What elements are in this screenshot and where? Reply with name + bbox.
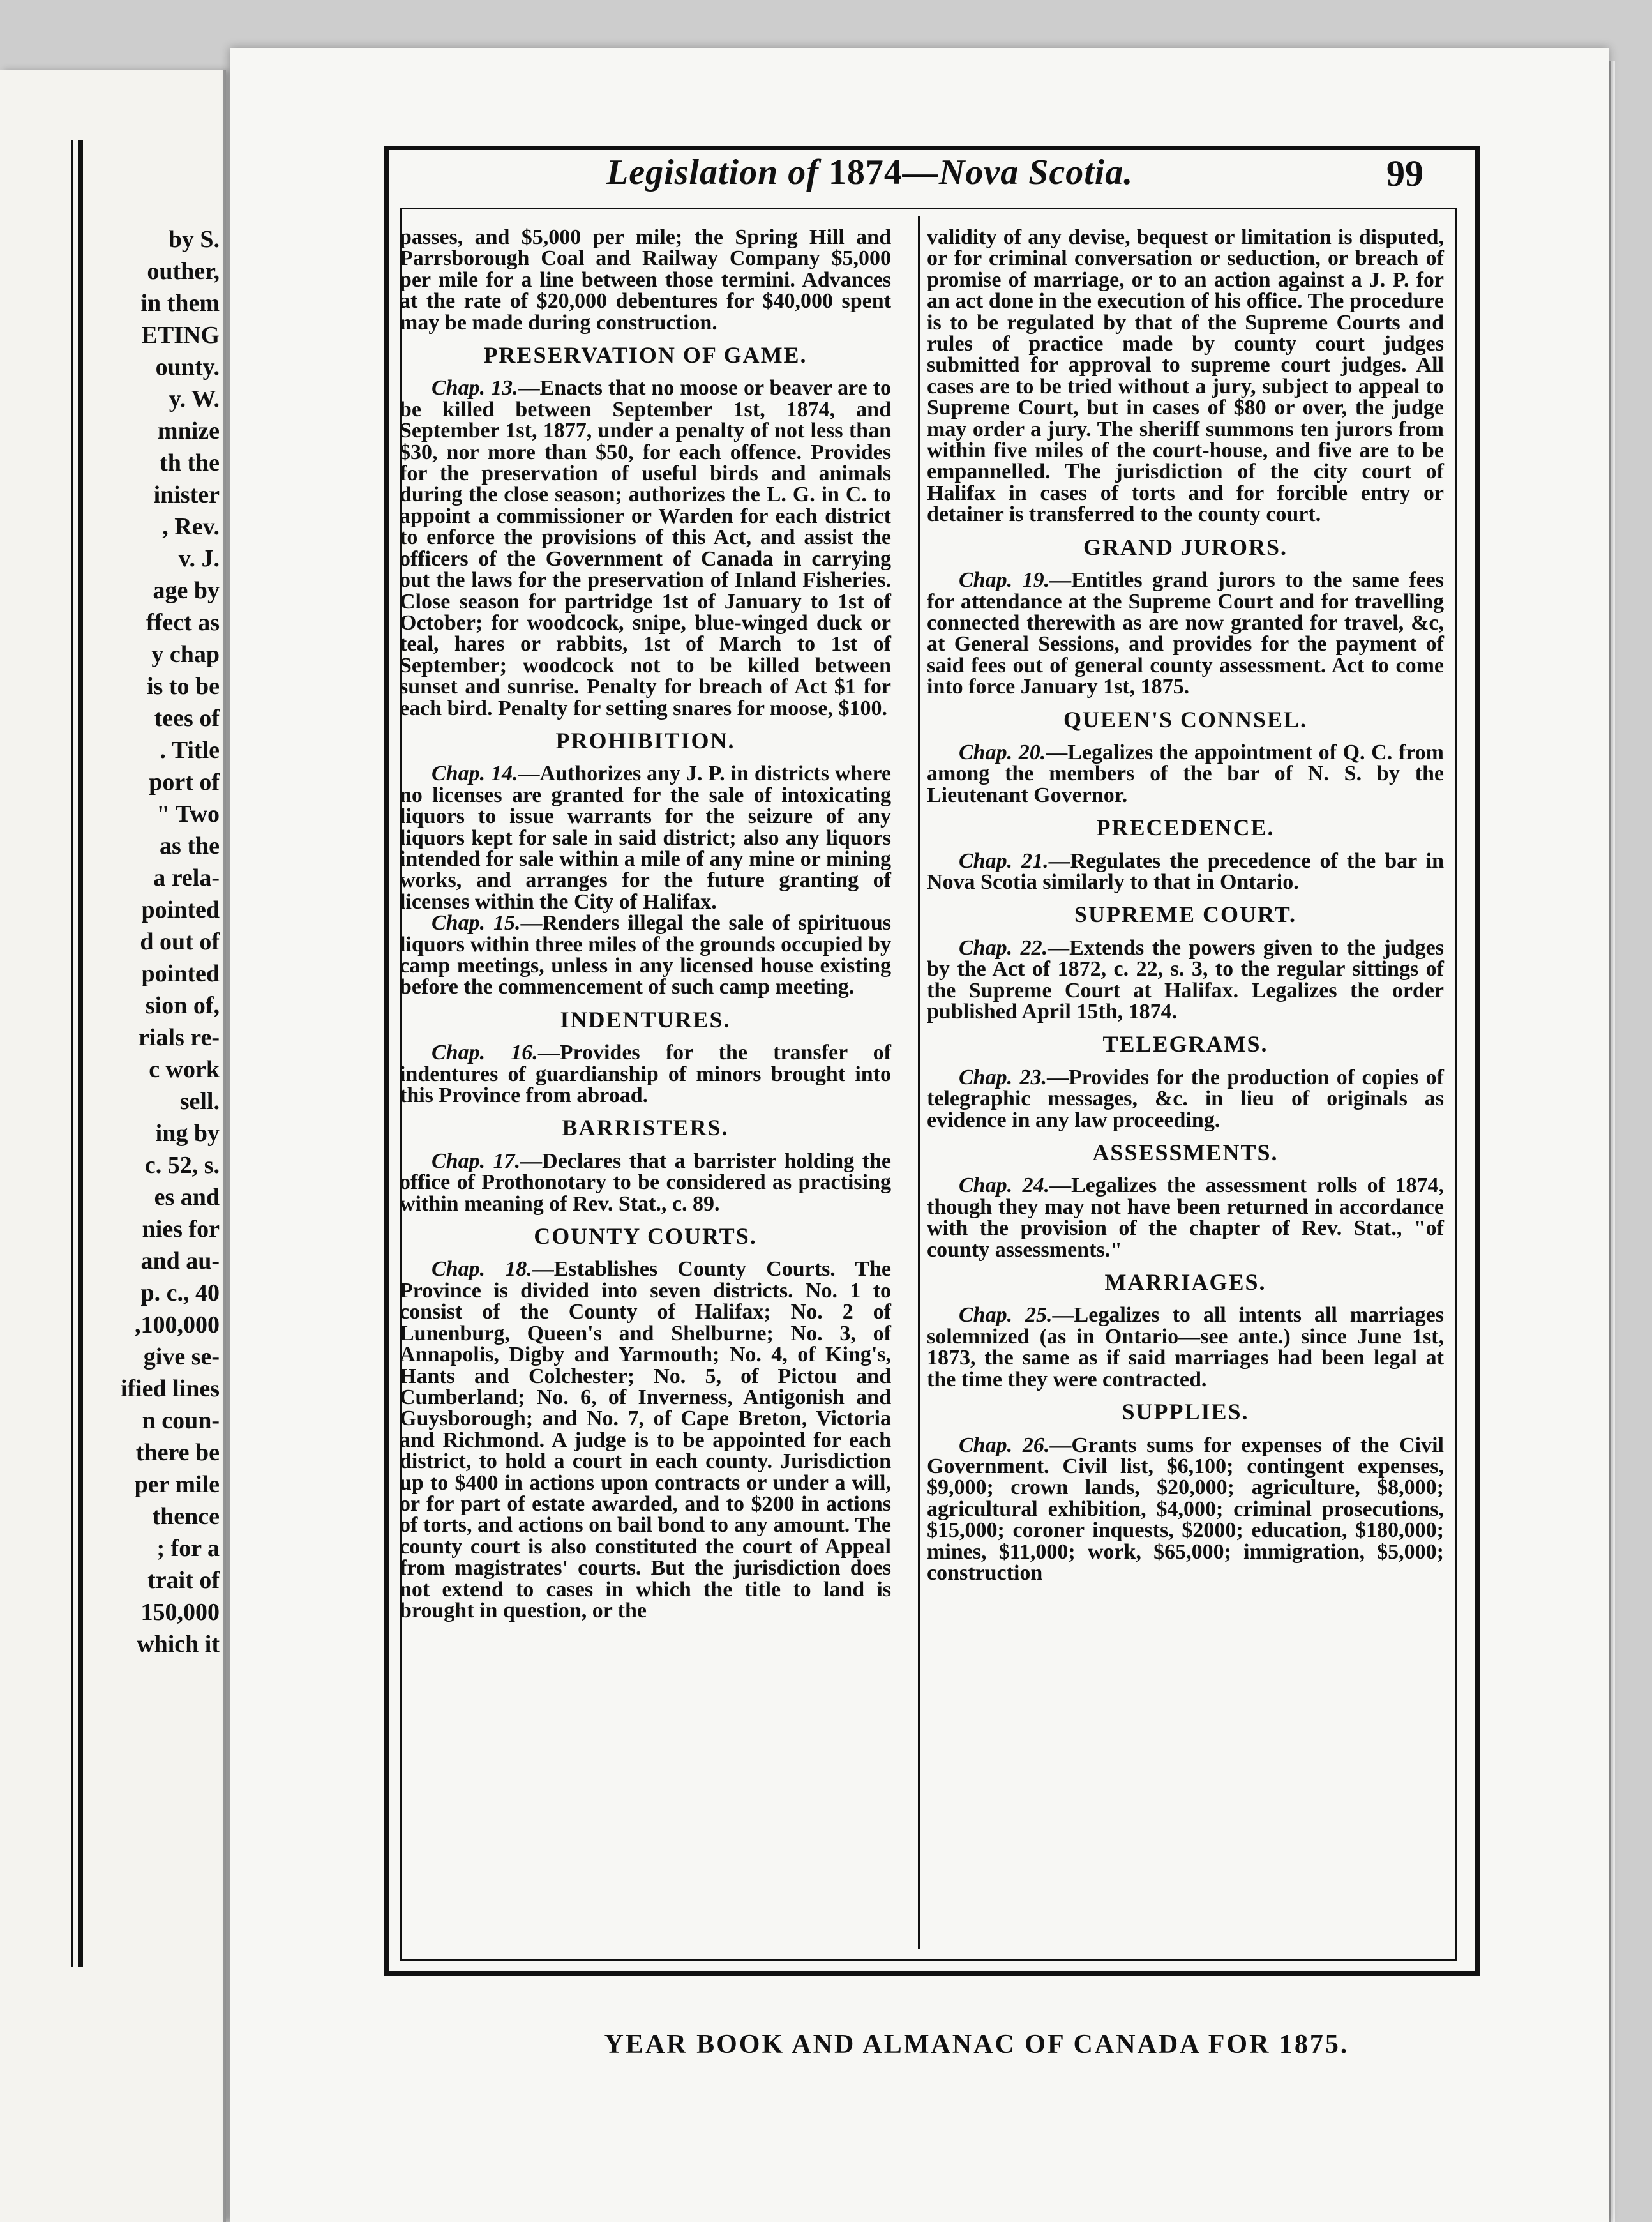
page-title [606,152,1133,193]
chapter-number: Chap. 14. [432,762,518,786]
previous-page-line: ffect as [146,609,220,636]
previous-page-line: sell. [179,1088,220,1115]
previous-page-line: d out of [140,928,220,955]
previous-page-line: ETING [141,322,220,349]
previous-page-line: , Rev. [162,513,220,540]
chapter-paragraph [927,937,1444,1023]
section-heading: SUPPLIES. [1122,1399,1249,1425]
chapter-paragraph [927,1067,1444,1131]
previous-page-line: give se- [143,1343,220,1370]
paragraph-text: —Extends the powers given to the judges by the Act of 1872, c. 22, s. 3, to the regular sittings of the Supreme Court at Halifax. Legalizes the order published April 15th, 1874. [927,935,1444,1024]
title-part-2: —Nova Scotia. [902,153,1134,192]
page-footer: YEAR BOOK AND ALMANAC OF CANADA FOR 1875. [604,2030,1349,2059]
previous-page-line: is to be [147,673,220,700]
chapter-number: Chap. 21. [959,849,1049,873]
previous-page-line: y chap [151,641,220,668]
section-heading: PRESERVATION OF GAME. [483,342,807,368]
paragraph-text: validity of any devise, bequest or limitation is disputed, or for criminal conversation or seduction, or breach of promise of marriage, or to an action against a J. P. for an act done in the execution of his office. The procedure is to be regulated by that of the Supreme Courts and rules of practice made by county court judges submitted for approval to supreme court judges. All cases are to be tried without a jury, subject to appeal to Supreme Court, but in cases of $80 or over, the judge may order a jury. The sheriff summons ten jurors from within five miles of the court-house, and five are to be empannelled. The jurisdiction of the city court of Halifax in cases of torts and for forcible entry or detainer is transferred to the county court. [927,225,1444,527]
previous-page-border-inner [71,140,73,1967]
previous-page-line: es and [154,1184,220,1211]
previous-page-line: ified lines [120,1375,220,1402]
section-heading: TELEGRAMS. [1102,1031,1268,1057]
previous-page-line: trait of [147,1567,220,1594]
section-heading: GRAND JURORS. [1083,534,1288,560]
previous-page-line: per mile [134,1471,220,1498]
title-part-1: Legislation of [606,153,819,192]
section-heading: MARRIAGES. [1104,1269,1266,1296]
previous-page-line: . Title [160,737,220,764]
previous-page-line: sion of, [145,992,220,1019]
previous-page-line: pointed [141,896,220,923]
chapter-paragraph [400,763,891,912]
section-heading: QUEEN'S CONNSEL. [1063,706,1308,732]
paragraph-text: —Regulates the precedence of the bar in Nova Scotia similarly to that in Ontario. [927,849,1444,894]
paragraph-text: —Renders illegal the sale of spirituous liquors within three miles of the grounds occupied by camp meetings, unless in any licensed house existing before the commencement of such camp meeting. [400,911,891,999]
left-text-column [400,227,891,1621]
chapter-number: Chap. 15. [432,911,521,935]
previous-page-fragment [0,70,226,2222]
chapter-paragraph [927,1304,1444,1390]
chapter-number: Chap. 13. [432,376,518,400]
chapter-number: Chap. 25. [959,1303,1053,1327]
previous-page-line: age by [153,577,220,604]
section-heading: ASSESSMENTS. [1092,1140,1279,1166]
chapter-number: Chap. 23. [959,1065,1048,1089]
paragraph-text: —Entitles grand jurors to the same fees for attendance at the Supreme Court and for travelling connected therewith as are now granted for travel, &c, at General Sessions, and provides for the payment of said fees out of general county assessment. Act to come into force January 1st, 1875. [927,568,1444,699]
section-heading: PRECEDENCE. [1096,815,1275,841]
chapter-paragraph [927,1435,1444,1584]
title-year: 1874 [828,153,903,192]
previous-page-line: ; for a [156,1535,220,1562]
paragraph-text: —Authorizes any J. P. in districts where no licenses are granted for the sale of intoxicating liquors to issue warrants for the seizure of any liquors kept for sale in said district; also any liquors intended for sale within a mile of any mine or mining works, and arranges for the future granting of licenses within the City of Halifax. [400,762,891,914]
previous-page-line: c. 52, s. [144,1152,220,1179]
previous-page-line: tees of [154,705,220,732]
previous-page-line: c work [149,1056,220,1083]
chapter-paragraph [400,1042,891,1106]
chapter-paragraph [400,1151,891,1214]
column-divider [918,216,920,1949]
previous-page-line: pointed [141,960,220,987]
paragraph-text: —Enacts that no moose or beaver are to be killed between September 1st, 1874, and September 1st, 1877, under a penalty of not less than $30, nor more than $50, for each offence. Provides for the preservation of useful birds and animals during the close season; authorizes the L. G. in C. to appoint a commissioner or Warden for each district to enforce the provisions of this Act, and assist the officers of the Government of Canada in carrying out the laws for the preservation of Inland Fisheries. Close season for partridge 1st of January to 1st of October; for woodcock, snipe, blue-winged duck or teal, hares or rabbits, 1st of March to 1st of September; woodcock not to be killed between sunset and sunrise. Penalty for breach of Act $1 for each bird. Penalty for setting snares for moose, $100. [400,376,891,720]
previous-page-line: in them [140,290,220,317]
paragraph-text: —Legalizes to all intents all marriages solemnized (as in Ontario—see ante.) since June 1st, 1873, the same as if said marriages had been legal at the time they were contracted. [927,1303,1444,1391]
chapter-paragraph [927,227,1444,525]
previous-page-line: rials re- [139,1024,220,1051]
chapter-number: Chap. 26. [959,1433,1050,1457]
previous-page-line: there be [135,1439,220,1466]
chapter-paragraph [927,742,1444,806]
chapter-paragraph [400,912,891,998]
chapter-paragraph [927,570,1444,697]
previous-page-line: 150,000 [140,1599,220,1626]
previous-page-line: y. W. [169,386,220,412]
previous-page-line: ounty. [155,354,220,381]
previous-page-text [89,223,223,1660]
previous-page-line: " Two [156,801,220,828]
chapter-number: Chap. 24. [959,1174,1050,1198]
chapter-paragraph [927,850,1444,893]
chapter-number: Chap. 18. [432,1257,532,1281]
chapter-paragraph [400,1258,891,1621]
paragraph-text: passes, and $5,000 per mile; the Spring Hill and Parrsborough Coal and Railway Company $5,000 per mile for a line between those termini. Advances at the rate of $20,000 debentures for $40,000 spent may be made during construction. [400,225,891,335]
section-heading: INDENTURES. [560,1006,731,1032]
previous-page-line: th the [160,450,220,476]
section-heading: BARRISTERS. [562,1115,729,1141]
previous-page-line: nies for [142,1216,220,1243]
previous-page-border [78,140,83,1967]
paragraph-text: —Establishes County Courts. The Province is divided into seven districts. No. 1 to consist of the County of Halifax; No. 2 of Lunenburg, Queen's and Shelburne; No. 3, of Annapolis, Digby and Yarmouth; No. 4, of King's, Hants and Colchester; No. 5, of Pictou and Cumberland; No. 6, of Inverness, Antigonish and Guysborough; and No. 7, of Cape Breton, Victoria and Richmond. A judge is to be appointed for each district, to hold a court in each county. Jurisdiction up to $400 in actions upon contracts or under a will, or for part of estate awarded, and to $200 in actions of torts, and actions on bail bond to any amount. The county court is also constituted the court of Appeal from magistrates' courts. But the jurisdiction does not extend to cases in which the title to land is brought in question, or the [400,1257,891,1622]
paragraph-text: —Legalizes the assessment rolls of 1874, though they may not have been returned in accordance with the provision of the chapter of Rev. Stat., "of county assessments." [927,1174,1444,1262]
chapter-paragraph [927,1175,1444,1260]
chapter-number: Chap. 22. [959,935,1048,960]
paragraph-text: —Grants sums for expenses of the Civil Government. Civil list, $6,100; contingent expenses, $9,000; crown lands, $20,000; agriculture, $8,000; agricultural exhibition, $4,000; criminal prosecutions, $15,000; coroner inquests, $2000; education, $180,000; mines, $11,000; work, $65,000; immigration, $5,000; construction [927,1433,1444,1585]
section-heading: PROHIBITION. [555,727,735,753]
previous-page-line: thence [152,1503,220,1530]
previous-page-line: mnize [157,418,220,444]
section-heading: SUPREME COURT. [1074,902,1297,928]
paragraph-text: —Provides for the transfer of indentures of guardianship of minors brought into this Province from abroad. [400,1041,892,1108]
paragraph-text: —Declares that a barrister holding the office of Prothonotary to be considered as practising within meaning of Rev. Stat., c. 89. [400,1149,891,1216]
page-number: 99 [1386,153,1423,194]
previous-page-line: by S. [168,226,220,253]
running-header [409,152,1443,203]
previous-page-line: ,100,000 [135,1311,220,1338]
previous-page-line: and au- [140,1248,220,1274]
previous-page-line: outher, [147,258,220,285]
previous-page-line: p. c., 40 [140,1280,220,1306]
previous-page-line: n coun- [142,1407,220,1434]
section-heading: COUNTY COURTS. [534,1223,757,1250]
previous-page-line: a rela- [153,865,220,891]
chapter-number: Chap. 19. [959,568,1050,593]
chapter-paragraph [400,227,891,333]
chapter-number: Chap. 17. [432,1149,521,1173]
previous-page-line: port of [149,769,220,796]
previous-page-line: which it [137,1631,220,1658]
paragraph-text: —Legalizes the appointment of Q. C. from among the members of the bar of N. S. by the Lieutenant Governor. [927,740,1444,807]
previous-page-line: inister [153,481,220,508]
previous-page-line: v. J. [178,545,220,572]
paragraph-text: —Provides for the production of copies of telegraphic messages, &c. in lieu of originals as evidence in any law proceeding. [927,1065,1444,1132]
chapter-number: Chap. 20. [959,740,1046,764]
previous-page-line: ing by [155,1120,220,1147]
right-text-column [927,227,1444,1583]
previous-page-line: as the [160,833,220,859]
chapter-paragraph [400,377,891,719]
chapter-number: Chap. 16. [432,1041,538,1065]
